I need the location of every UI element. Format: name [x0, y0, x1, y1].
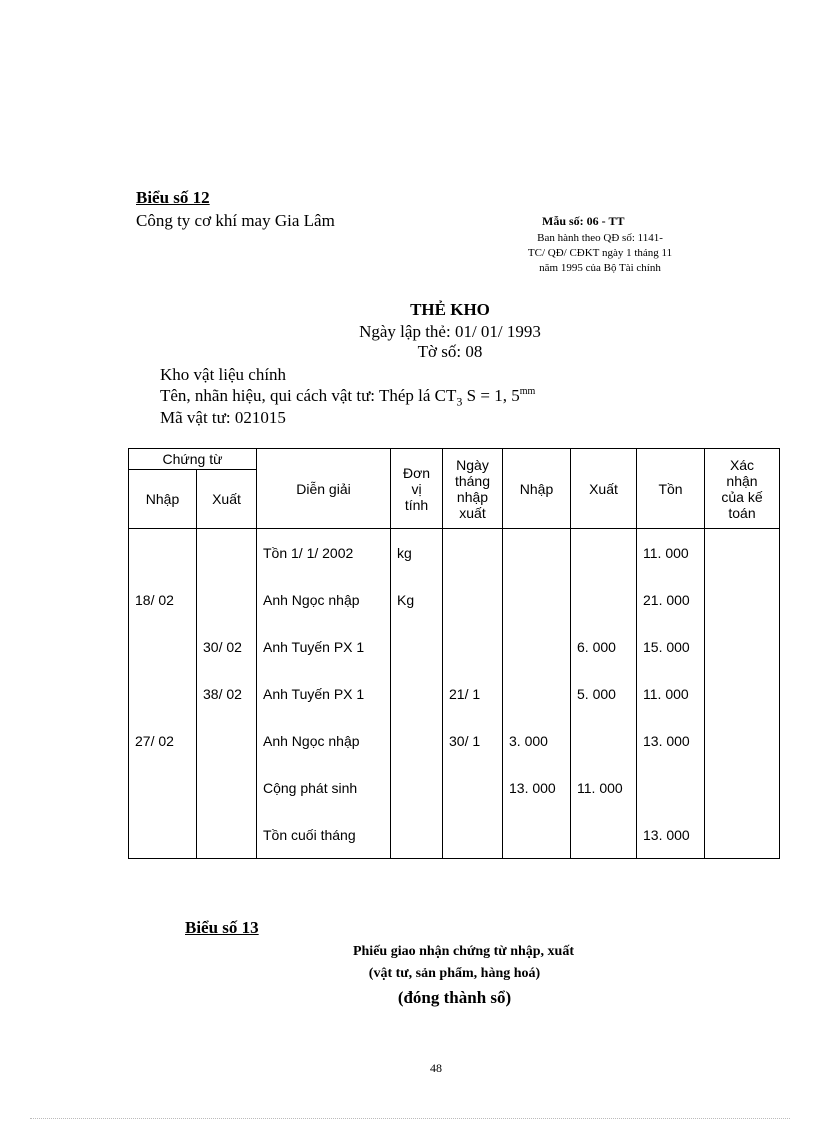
cell-qty-out: 11. 000: [571, 764, 637, 811]
table-row: [129, 529, 780, 577]
cell-date: [443, 623, 503, 670]
header-date-line: nhập: [456, 488, 489, 505]
cell-confirm: [705, 670, 780, 717]
cell-confirm: [705, 623, 780, 670]
cell-qty-in: [503, 811, 571, 859]
cell-qty-in: [503, 623, 571, 670]
cell-unit: [391, 623, 443, 670]
cell-date: [443, 576, 503, 623]
cell-unit: [391, 811, 443, 859]
cell-description: Anh Ngọc nhập: [257, 717, 391, 764]
cell-description: Cộng phát sinh: [257, 764, 391, 811]
header-balance: Tồn: [637, 449, 705, 529]
cell-confirm: [705, 764, 780, 811]
cell-qty-in: 3. 000: [503, 717, 571, 764]
cell-qty-out: [571, 576, 637, 623]
cell-voucher-export: 30/ 02: [197, 623, 257, 670]
header-date-line: Ngày: [456, 456, 489, 473]
cell-confirm: [705, 576, 780, 623]
table-row: [129, 623, 780, 670]
table-row: [129, 811, 780, 859]
cell-confirm: [705, 717, 780, 764]
header-description: Diễn giải: [257, 449, 391, 529]
header-confirm-line: của kế: [721, 488, 763, 505]
table-row: [129, 764, 780, 811]
table-row: [129, 717, 780, 764]
header-date: [443, 449, 503, 529]
header-unit: [391, 449, 443, 529]
form-label: Biểu số 12: [136, 188, 210, 207]
form-code: Mẫu số: 06 - TT: [542, 214, 625, 228]
cell-balance: 21. 000: [637, 576, 705, 623]
footer-form-label: Biểu số 13: [185, 918, 259, 937]
cell-balance: 11. 000: [637, 529, 705, 577]
cell-qty-out: 5. 000: [571, 670, 637, 717]
cell-voucher-import: [129, 529, 197, 577]
decree-line: năm 1995 của Bộ Tài chính: [539, 262, 661, 274]
header-unit-line: Đơn: [402, 464, 431, 481]
cell-description: Tồn 1/ 1/ 2002: [257, 529, 391, 577]
cell-voucher-export: [197, 811, 257, 859]
cell-voucher-import: 27/ 02: [129, 717, 197, 764]
cell-unit: [391, 717, 443, 764]
cell-balance: 11. 000: [637, 670, 705, 717]
cell-voucher-export: [197, 717, 257, 764]
header-unit-line: tính: [404, 496, 429, 513]
stock-card-table: [128, 448, 780, 859]
cell-date: [443, 529, 503, 577]
footer-line-3: (đóng thành sổ): [397, 988, 512, 1007]
cell-date: 30/ 1: [443, 717, 503, 764]
cell-balance: 13. 000: [637, 717, 705, 764]
cell-voucher-import: [129, 811, 197, 859]
header-confirm-line: nhận: [726, 472, 758, 489]
card-date: Ngày lập thẻ: 01/ 01/ 1993: [359, 322, 541, 341]
header-confirm: [705, 449, 780, 529]
cell-qty-out: [571, 717, 637, 764]
cell-voucher-export: [197, 576, 257, 623]
bottom-dotted-divider: [30, 1118, 790, 1119]
decree-line: Ban hành theo QĐ số: 1141-: [537, 232, 663, 244]
header-confirm-line: toán: [728, 504, 756, 521]
table-row: [129, 576, 780, 623]
cell-unit: kg: [391, 529, 443, 577]
decree-text: [500, 231, 700, 276]
cell-qty-out: [571, 529, 637, 577]
material-spec: [160, 386, 535, 409]
material-sub: 3: [456, 394, 463, 409]
header-unit-line: vị: [411, 480, 422, 497]
cell-voucher-export: [197, 764, 257, 811]
table-row: [129, 670, 780, 717]
material-prefix: Tên, nhãn hiệu, qui cách vật tư: Thép lá CT: [160, 386, 457, 405]
warehouse-name: Kho vật liệu chính: [160, 365, 287, 384]
decree-line: TC/ QĐ/ CĐKT ngày 1 tháng 11: [527, 247, 673, 259]
cell-voucher-import: [129, 764, 197, 811]
footer-line-1: Phiếu giao nhận chứng từ nhập, xuất: [352, 944, 575, 959]
material-code: Mã vật tư: 021015: [160, 408, 286, 427]
cell-date: [443, 764, 503, 811]
cell-balance: 13. 000: [637, 811, 705, 859]
material-unit: mm: [519, 386, 536, 397]
footer-line-2: (vật tư, sản phẩm, hàng hoá): [368, 966, 541, 981]
cell-qty-out: [571, 811, 637, 859]
cell-voucher-import: [129, 670, 197, 717]
cell-qty-in: [503, 529, 571, 577]
cell-qty-in: [503, 576, 571, 623]
cell-voucher-import: 18/ 02: [129, 576, 197, 623]
cell-unit: [391, 670, 443, 717]
header-voucher-export: Xuất: [197, 470, 257, 529]
header-date-line: xuất: [459, 504, 486, 521]
cell-date: [443, 811, 503, 859]
sheet-number: Tờ số: 08: [417, 342, 483, 361]
cell-date: 21/ 1: [443, 670, 503, 717]
cell-voucher-export: [197, 529, 257, 577]
header-voucher: Chứng từ: [129, 449, 257, 470]
company-name: Công ty cơ khí may Gia Lâm: [136, 211, 335, 230]
header-qty-in: Nhập: [503, 449, 571, 529]
page-number: 48: [430, 1061, 442, 1075]
cell-balance: 15. 000: [637, 623, 705, 670]
header-date-line: tháng: [454, 472, 491, 489]
cell-unit: [391, 764, 443, 811]
cell-qty-out: 6. 000: [571, 623, 637, 670]
cell-qty-in: 13. 000: [503, 764, 571, 811]
cell-description: Tồn cuối tháng: [257, 811, 391, 859]
card-title: THẺ KHO: [410, 300, 490, 319]
cell-voucher-export: 38/ 02: [197, 670, 257, 717]
cell-qty-in: [503, 670, 571, 717]
cell-description: Anh Tuyến PX 1: [257, 670, 391, 717]
header-voucher-import: Nhập: [129, 470, 197, 529]
cell-confirm: [705, 529, 780, 577]
cell-balance: [637, 764, 705, 811]
material-suffix: S = 1, 5: [462, 386, 520, 405]
cell-description: Anh Ngọc nhập: [257, 576, 391, 623]
cell-unit: Kg: [391, 576, 443, 623]
header-confirm-line: Xác: [729, 456, 755, 473]
cell-voucher-import: [129, 623, 197, 670]
header-qty-out: Xuất: [571, 449, 637, 529]
cell-confirm: [705, 811, 780, 859]
cell-description: Anh Tuyến PX 1: [257, 623, 391, 670]
